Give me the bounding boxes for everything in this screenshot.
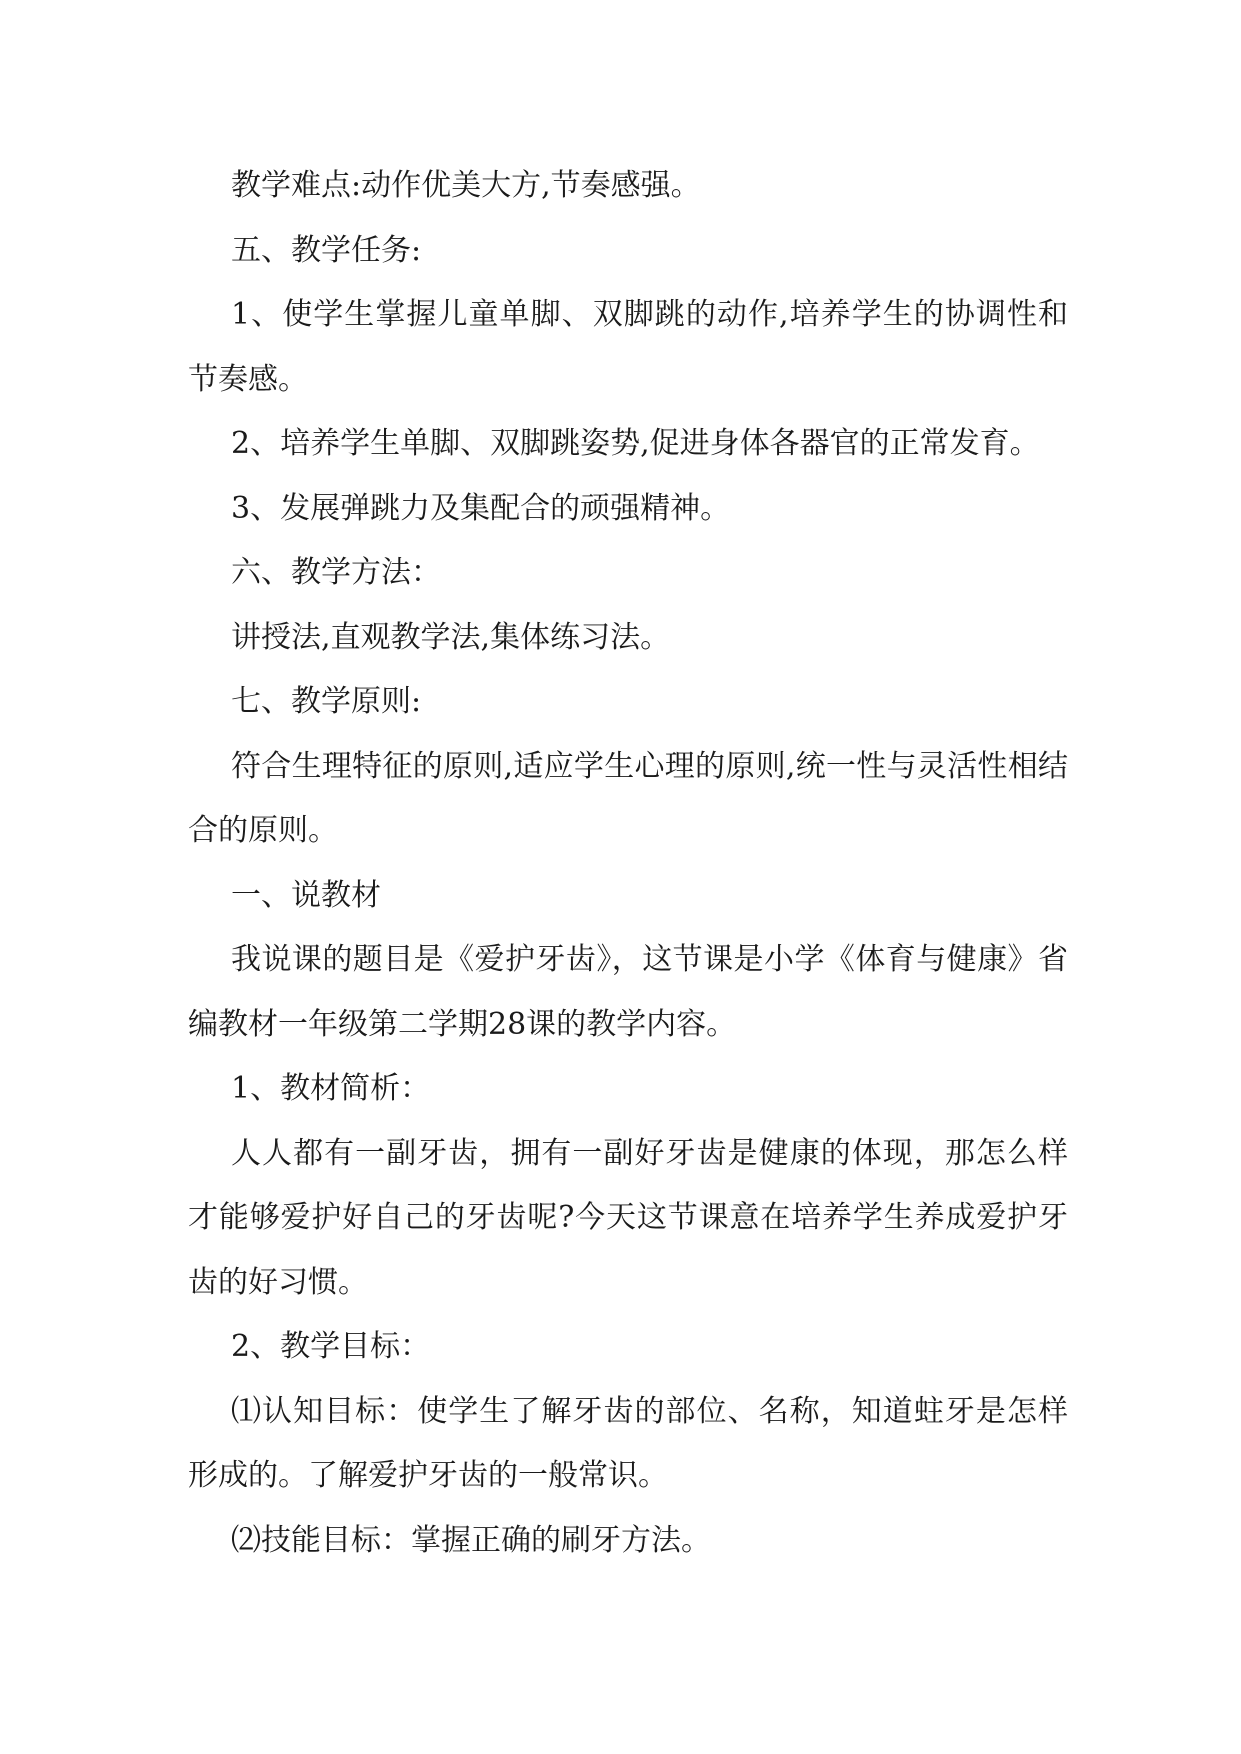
principles-text: 符合生理特征的原则,适应学生心理的原则,统一性与灵活性相结合的原则。 — [188, 748, 1068, 848]
task-item-3: 3、发展弹跳力及集配合的顽强精神。 — [231, 490, 731, 526]
material-intro: 我说课的题目是《爱护牙齿》，这节课是小学《体育与健康》省编教材一年级第二学期28课的教学内容。 — [188, 942, 1068, 1042]
task-item-1: 1、使学生掌握儿童单脚、双脚跳的动作,培养学生的协调性和节奏感。 — [188, 297, 1068, 397]
section-heading-methods: 六、教学方法： — [231, 555, 441, 590]
objective-cognitive: ⑴认知目标：使学生了解牙齿的部位、名称，知道蛀牙是怎样形成的。了解爱护牙齿的一般常识。 — [188, 1393, 1068, 1493]
task-item-2: 2、培养学生单脚、双脚跳姿势,促进身体各器官的正常发育。 — [231, 426, 1040, 461]
analysis-text: 人人都有一副牙齿，拥有一副好牙齿是健康的体现，那怎么样才能够爱护好自己的牙齿呢?今天这节课意在培养学生养成爱护牙齿的好习惯。 — [188, 1135, 1068, 1300]
document-body — [188, 154, 1068, 1573]
subheading-objectives: 2、教学目标： — [231, 1329, 431, 1364]
objective-skill: ⑵技能目标：掌握正确的刷牙方法。 — [231, 1522, 711, 1558]
section-heading-tasks: 五、教学任务: — [231, 232, 422, 268]
difficulty-line: 教学难点:动作优美大方,节奏感强。 — [231, 168, 701, 203]
subheading-analysis: 1、教材简析： — [231, 1071, 431, 1106]
methods-text: 讲授法,直观教学法,集体练习法。 — [231, 619, 671, 655]
section-heading-principles: 七、教学原则: — [231, 684, 422, 719]
section-heading-material: 一、说教材 — [231, 877, 381, 913]
